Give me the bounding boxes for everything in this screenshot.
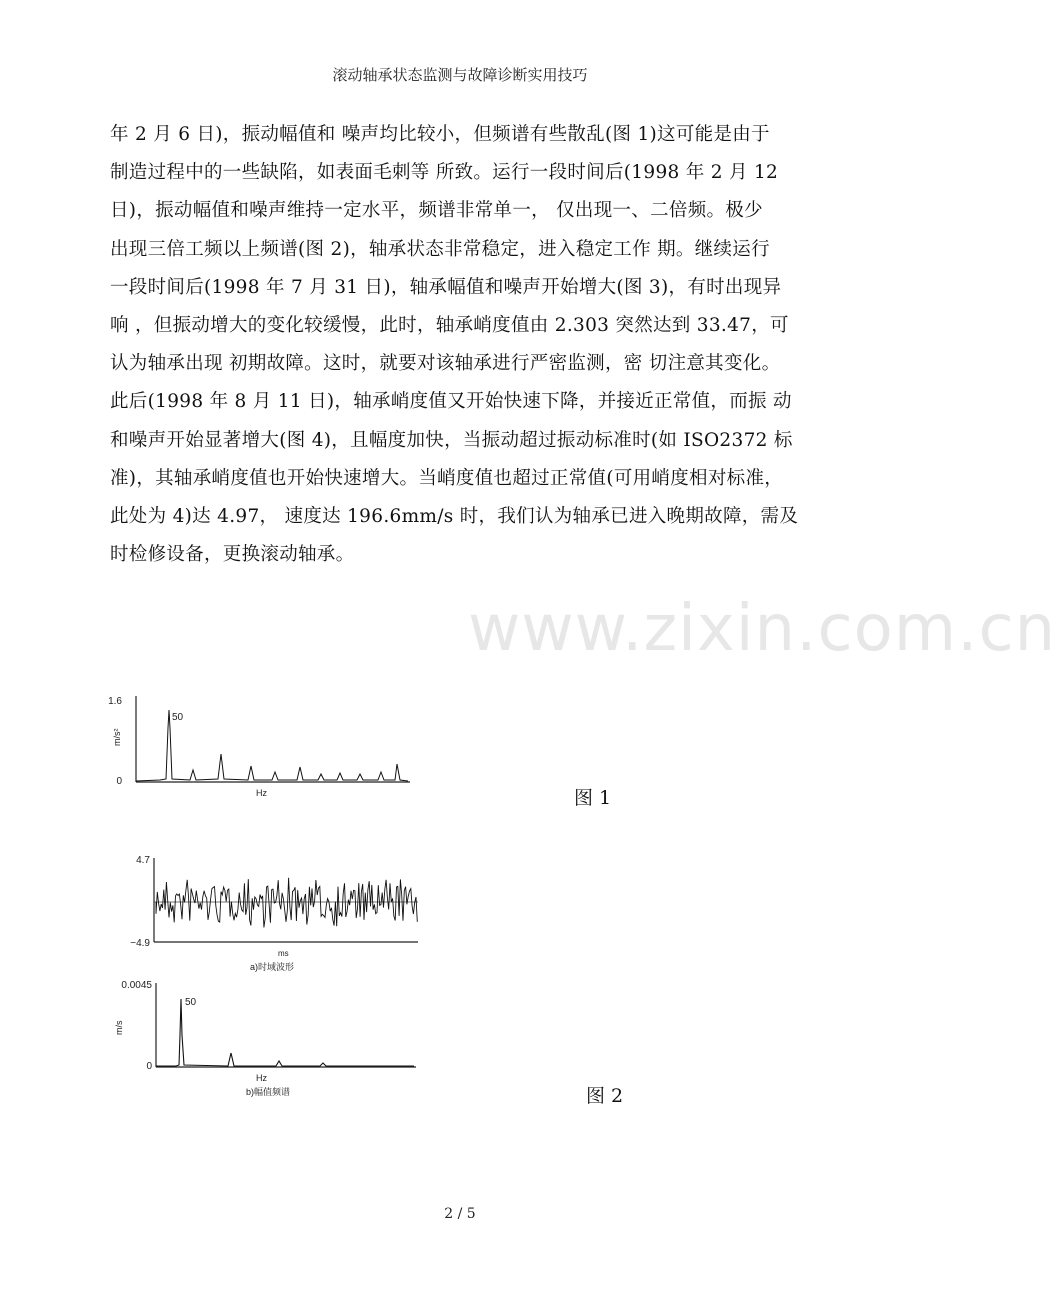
text-line: 日)，振动幅值和噪声维持一定水平，频谱非常单一， 仅出现一、二倍频。极少: [110, 200, 763, 222]
fig2b-peak-label: 50: [185, 997, 197, 1008]
text-line: 制造过程中的一些缺陷，如表面毛刺等 所致。运行一段时间后(1998 年 2 月 12: [110, 162, 779, 184]
fig1-peak-label: 50: [172, 712, 184, 723]
fig2a-waveform-trace: [156, 878, 417, 928]
figure-2b-spectrum: [100, 975, 430, 1100]
fig2b-spectrum-trace: [156, 999, 414, 1066]
text-line: 时检修设备，更换滚动轴承。: [110, 544, 355, 566]
text-line: 响 ，但振动增大的变化较缓慢，此时，轴承峭度值由 2.303 突然达到 33.47，可: [110, 314, 789, 336]
fig2b-subcaption: b)幅值频谱: [246, 1087, 291, 1097]
page-number: 2 / 5: [444, 1206, 476, 1222]
text-line: 和噪声开始显著增大(图 4)，且幅度加快，当振动超过振动标准时(如 ISO2372 标: [110, 429, 793, 451]
text-line: 认为轴承出现 初期故障。这时，就要对该轴承进行严密监测，密 切注意其变化。: [110, 353, 781, 375]
fig1-ymax-label: 1.6: [108, 696, 122, 707]
fig2b-xlabel: Hz: [256, 1073, 267, 1083]
fig2a-xlabel: ms: [278, 949, 289, 958]
fig2a-subcaption: a)时域波形: [250, 962, 295, 972]
text-line: 出现三倍工频以上频谱(图 2)，轴承状态非常稳定，进入稳定工作 期。继续运行: [110, 238, 770, 260]
figure-1-caption: 图 1: [574, 787, 612, 809]
body-paragraph: [110, 116, 822, 574]
fig2b-ymax-label: 0.0045: [121, 980, 152, 991]
text-line: 准)，其轴承峭度值也开始快速增大。当峭度值也超过正常值(可用峭度相对标准，: [110, 467, 784, 489]
fig2a-ymax-label: 4.7: [136, 855, 150, 866]
fig2b-ymin-label: 0: [146, 1061, 152, 1072]
text-line: 此后(1998 年 8 月 11 日)，轴承峭度值又开始快速下降，并接近正常值，而振 动: [110, 391, 792, 413]
figure-2a-waveform: [100, 850, 430, 975]
text-line: 一段时间后(1998 年 7 月 31 日)，轴承幅值和噪声开始增大(图 3)，有时出现异: [110, 276, 782, 298]
fig1-xlabel: Hz: [256, 788, 267, 798]
fig2b-ylabel: m/s: [114, 1020, 124, 1035]
fig1-ylabel: m/s²: [112, 728, 122, 746]
fig2a-ymin-label: −4.9: [130, 938, 150, 949]
fig1-ymin-label: 0: [116, 776, 122, 787]
page-header: 滚动轴承状态监测与故障诊断实用技巧: [332, 66, 588, 84]
watermark: www.zixin.com.cn: [468, 592, 1056, 666]
text-line: 此处为 4)达 4.97， 速度达 196.6mm/s 时，我们认为轴承已进入晚期故障，需及: [110, 505, 799, 527]
figure-2-caption: 图 2: [586, 1085, 624, 1107]
figure-1-spectrum: [100, 688, 420, 803]
text-line: 年 2 月 6 日)，振动幅值和 噪声均比较小，但频谱有些散乱(图 1)这可能是由于: [110, 124, 770, 145]
